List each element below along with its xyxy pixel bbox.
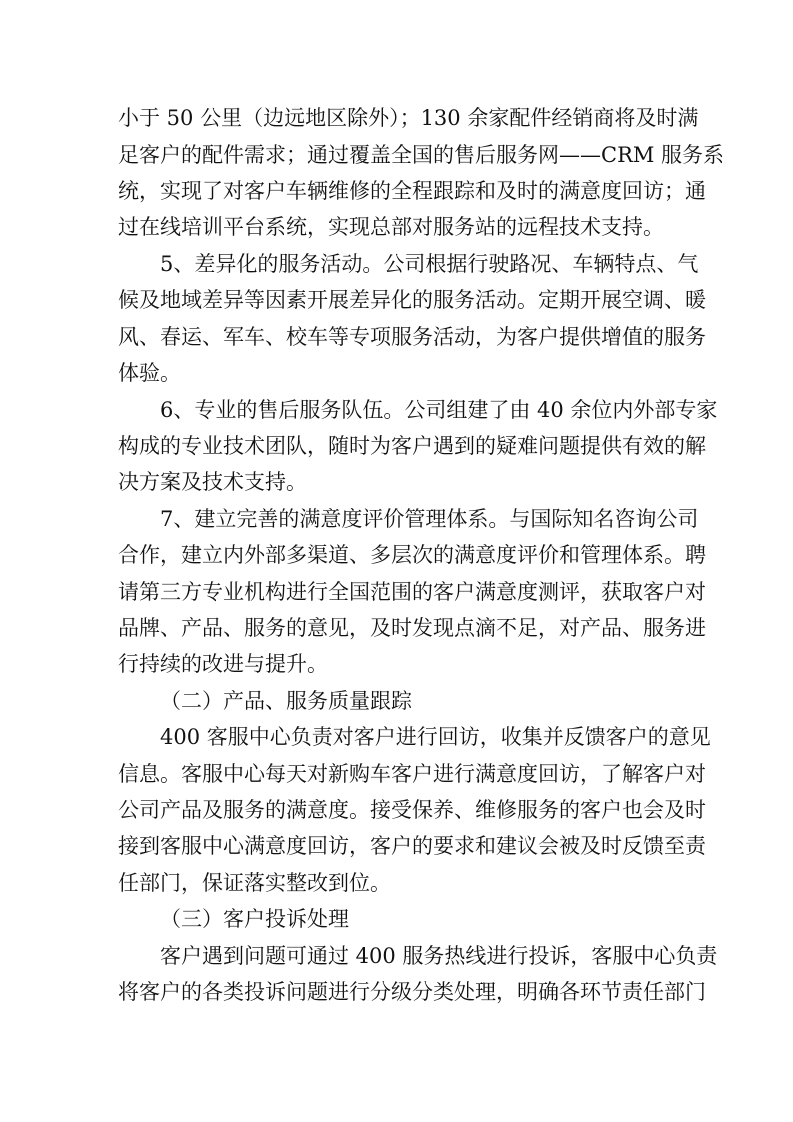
text-line bbox=[0, 393, 793, 427]
text-line-content: 小于 50 公里（边远地区除外）；130 余家配件经销商将及时满 bbox=[118, 106, 699, 130]
section-heading-text: （二）产品、服务质量跟踪 bbox=[160, 689, 412, 713]
text-line-content: 行持续的改进与提升。 bbox=[118, 652, 328, 676]
text-line bbox=[0, 320, 793, 354]
text-line-content: 6、专业的售后服务队伍。公司组建了由 40 余位内外部专家 bbox=[160, 398, 718, 422]
text-line bbox=[0, 757, 793, 791]
text-line bbox=[0, 575, 793, 609]
text-line bbox=[0, 247, 793, 281]
text-line bbox=[0, 829, 793, 863]
text-line-content: 400 客服中心负责对客户进行回访，收集并反馈客户的意见 bbox=[160, 725, 711, 749]
text-line bbox=[0, 720, 793, 754]
text-line bbox=[0, 174, 793, 208]
section-heading-text: （三）客户投诉处理 bbox=[160, 907, 349, 931]
text-line-content: 体验。 bbox=[118, 361, 181, 385]
text-line-content: 客户遇到问题可通过 400 服务热线进行投诉，客服中心负责 bbox=[160, 944, 718, 968]
text-line-content: 统，实现了对客户车辆维修的全程跟踪和及时的满意度回访；通 bbox=[118, 179, 706, 203]
section-heading bbox=[0, 902, 793, 936]
text-line-content: 合作，建立内外部多渠道、多层次的满意度评价和管理体系。聘 bbox=[118, 543, 706, 567]
text-line-content: 信息。客服中心每天对新购车客户进行满意度回访，了解客户对 bbox=[118, 762, 706, 786]
text-line bbox=[0, 465, 793, 499]
text-line-content: 公司产品及服务的满意度。接受保养、维修服务的客户也会及时 bbox=[118, 798, 706, 822]
text-line-content: 过在线培训平台系统，实现总部对服务站的远程技术支持。 bbox=[118, 215, 664, 239]
text-line-content: 品牌、产品、服务的意见，及时发现点滴不足，对产品、服务进 bbox=[118, 616, 706, 640]
text-line bbox=[0, 429, 793, 463]
text-line bbox=[0, 502, 793, 536]
text-line-content: 请第三方专业机构进行全国范围的客户满意度测评，获取客户对 bbox=[118, 580, 706, 604]
text-line-content: 风、春运、军车、校车等专项服务活动，为客户提供增值的服务 bbox=[118, 325, 706, 349]
text-line bbox=[0, 210, 793, 244]
text-line bbox=[0, 793, 793, 827]
text-line bbox=[0, 138, 793, 172]
text-line-content: 5、差异化的服务活动。公司根据行驶路况、车辆特点、气 bbox=[160, 252, 699, 276]
text-line-content: 任部门，保证落实整改到位。 bbox=[118, 871, 391, 895]
text-line-content: 接到客服中心满意度回访，客户的要求和建议会被及时反馈至责 bbox=[118, 834, 706, 858]
text-line bbox=[0, 939, 793, 973]
text-line bbox=[0, 356, 793, 390]
section-heading bbox=[0, 684, 793, 718]
text-line bbox=[0, 975, 793, 1009]
text-line bbox=[0, 538, 793, 572]
text-line-content: 将客户的各类投诉问题进行分级分类处理，明确各环节责任部门 bbox=[118, 980, 706, 1004]
text-line-content: 决方案及技术支持。 bbox=[118, 470, 307, 494]
text-line bbox=[0, 611, 793, 645]
text-line-content: 足客户的配件需求；通过覆盖全国的售后服务网——CRM 服务系 bbox=[118, 143, 725, 167]
text-line-content: 构成的专业技术团队，随时为客户遇到的疑难问题提供有效的解 bbox=[118, 434, 706, 458]
text-line-content: 候及地域差异等因素开展差异化的服务活动。定期开展空调、暖 bbox=[118, 288, 706, 312]
text-line bbox=[0, 647, 793, 681]
text-line-content: 7、建立完善的满意度评价管理体系。与国际知名咨询公司 bbox=[160, 507, 699, 531]
text-line bbox=[0, 283, 793, 317]
text-line bbox=[0, 866, 793, 900]
text-line bbox=[0, 101, 793, 135]
